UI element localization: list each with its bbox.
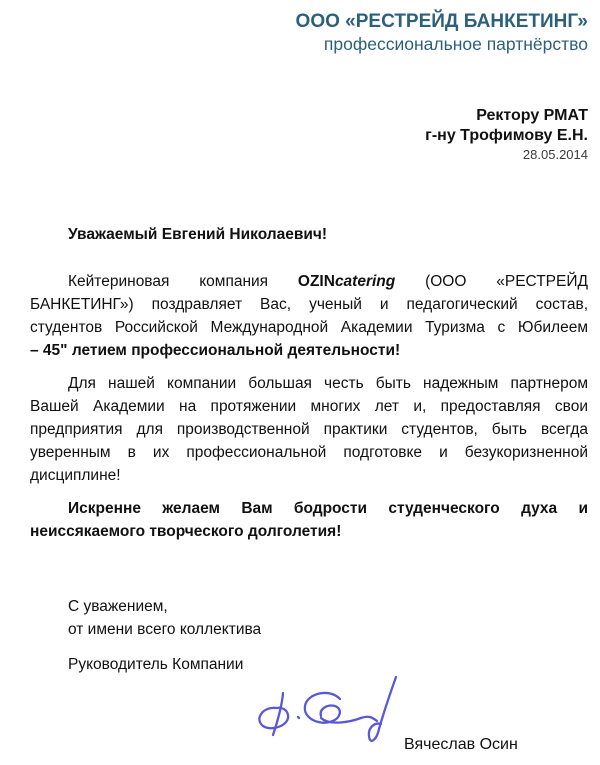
- closing-block: [30, 595, 588, 641]
- recipient-title: Ректору РМАТ: [476, 107, 588, 124]
- text-run: Вашей Академии на протяжении многих лет и, предоставляя свои: [30, 398, 588, 415]
- letter-date: 28.05.2014: [522, 147, 588, 162]
- sender-title: Руководитель Компании: [68, 656, 244, 673]
- company-tagline: профессиональное партнёрство: [323, 34, 588, 54]
- closing-line-2: от имени всего коллектива: [68, 621, 262, 638]
- emphasis-run: – 45" летием профессиональной деятельности!: [30, 342, 401, 359]
- text-run: БАНКЕТИНГ») поздравляет Вас, ученый и педагогический состав,: [30, 296, 588, 313]
- body-paragraph: [30, 497, 588, 543]
- company-name: ООО «РЕСТРЕЙД БАНКЕТИНГ»: [295, 11, 588, 32]
- text-run: Для нашей компании большая честь быть надежным партнером: [68, 375, 588, 392]
- text-line: [30, 441, 588, 464]
- emphasis-run: неиссякаемого творческого долголетия!: [30, 523, 342, 540]
- signature-stroke: [259, 677, 396, 741]
- text-line: [30, 293, 588, 316]
- closing-line-1: С уважением,: [68, 598, 168, 615]
- salutation: Уважаемый Евгений Николаевич!: [68, 226, 328, 243]
- text-run: уверенным в их профессиональной подготовке и безукоризненной: [30, 444, 588, 461]
- text-line: [30, 418, 588, 441]
- text-line: [30, 316, 588, 339]
- emphasis-run: OZIN: [297, 273, 335, 290]
- recipient-block: [30, 106, 588, 163]
- text-run: Кейтериновая компания: [68, 273, 298, 290]
- emphasis-run: catering: [334, 273, 396, 290]
- text-line: [30, 464, 588, 487]
- emphasis-run: Искренне желаем Вам бодрости студенческого духа и: [68, 500, 588, 517]
- letterhead: [30, 10, 588, 56]
- body-paragraph: [30, 270, 588, 362]
- body-paragraph: [30, 372, 588, 487]
- text-line: [30, 497, 588, 520]
- signature-area: [0, 665, 600, 765]
- text-line: [30, 339, 588, 362]
- text-line: [30, 395, 588, 418]
- text-line: [30, 270, 588, 293]
- signatory-name: Вячеслав Осин: [404, 736, 518, 753]
- recipient-name: г-ну Трофимову Е.Н.: [425, 127, 588, 144]
- letter-body: [30, 270, 588, 543]
- text-run: дисциплине!: [30, 467, 121, 484]
- handwritten-signature-icon: [250, 673, 430, 761]
- text-run: студентов Российской Международной Академии Туризма с Юбилеем: [30, 319, 588, 336]
- text-run: (ООО «РЕСТРЕЙД: [395, 273, 588, 290]
- text-line: [30, 372, 588, 395]
- text-run: предприятия для производственной практики студентов, быть всегда: [30, 421, 588, 438]
- text-line: [30, 520, 588, 543]
